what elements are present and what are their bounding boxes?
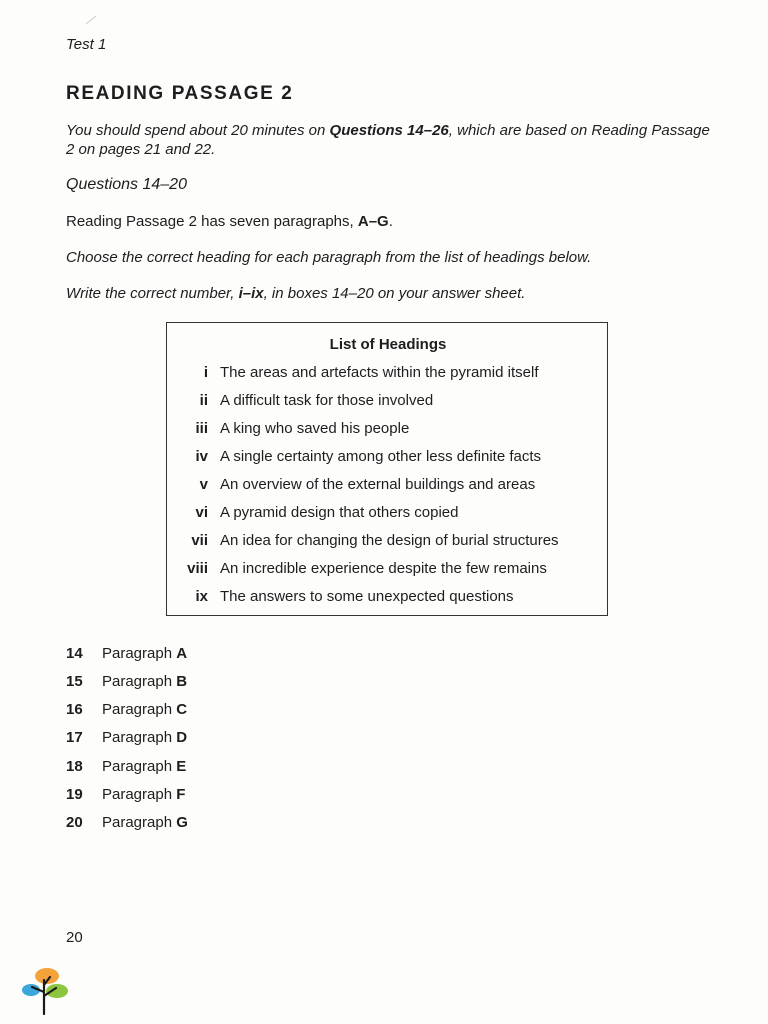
question-letter: D	[176, 729, 188, 746]
heading-number: vi	[195, 504, 208, 521]
question-label	[102, 701, 187, 718]
instruction-write	[66, 285, 525, 302]
heading-number: ii	[199, 392, 208, 409]
question-label	[102, 645, 187, 662]
question-letter: A	[176, 645, 188, 662]
heading-number: ix	[195, 588, 208, 605]
paragraph-count-after: .	[388, 213, 393, 230]
passage-title: READING PASSAGE 2	[66, 83, 294, 104]
page-number: 20	[66, 929, 83, 946]
question-number: 15	[66, 673, 83, 690]
heading-text: A difficult task for those involved	[220, 392, 434, 409]
question-number: 18	[66, 758, 83, 775]
question-label	[102, 786, 185, 803]
heading-text: An incredible experience despite the few remains	[220, 560, 547, 577]
paragraph-count-before: Reading Passage 2 has seven paragraphs,	[66, 213, 358, 230]
question-number: 14	[66, 645, 83, 662]
heading-text: The answers to some unexpected questions	[220, 588, 514, 605]
heading-number: v	[199, 476, 208, 493]
question-number: 20	[66, 814, 83, 831]
heading-number: iii	[195, 420, 208, 437]
heading-text: A king who saved his people	[220, 420, 410, 437]
intro-after: , which are based on Reading Passage 2 on pages 21 and 22.	[66, 122, 710, 158]
question-label	[102, 814, 188, 831]
question-letter: G	[176, 814, 188, 831]
question-letter: B	[176, 673, 188, 690]
question-range: Questions 14–20	[66, 176, 187, 193]
heading-text: A single certainty among other less definite facts	[220, 448, 542, 465]
heading-text: The areas and artefacts within the pyramid itself	[220, 364, 539, 381]
question-label-text: Paragraph	[102, 758, 173, 775]
question-letter: F	[176, 786, 186, 803]
heading-number: viii	[187, 560, 208, 577]
question-label	[102, 673, 187, 690]
question-label	[102, 758, 186, 775]
question-label-text: Paragraph	[102, 729, 173, 746]
question-number: 16	[66, 701, 83, 718]
question-label-text: Paragraph	[102, 673, 173, 690]
instruction-write-before: Write the correct number,	[66, 285, 239, 302]
heading-number: vii	[191, 532, 208, 549]
question-label-text: Paragraph	[102, 645, 173, 662]
question-label-text: Paragraph	[102, 701, 173, 718]
question-label-text: Paragraph	[102, 814, 173, 831]
question-label-text: Paragraph	[102, 786, 173, 803]
question-number: 17	[66, 729, 83, 746]
intro-questions: Questions 14–26	[329, 122, 449, 139]
instruction-write-range: i–ix	[238, 285, 264, 302]
paragraph-count	[66, 213, 393, 230]
heading-text: An idea for changing the design of burial structures	[220, 532, 559, 549]
pen-mark-icon	[84, 14, 98, 26]
question-letter: C	[176, 701, 188, 718]
heading-text: A pyramid design that others copied	[220, 504, 459, 521]
heading-number: i	[203, 364, 208, 381]
question-letter: E	[176, 758, 187, 775]
paragraph-count-letters: A–G	[357, 213, 389, 230]
instruction-write-after: , in boxes 14–20 on your answer sheet.	[263, 285, 526, 302]
intro-text	[66, 121, 716, 159]
intro-before: You should spend about 20 minutes on	[66, 122, 330, 139]
heading-number: iv	[195, 448, 208, 465]
question-label	[102, 729, 187, 746]
test-label: Test 1	[66, 36, 107, 53]
headings-title: List of Headings	[329, 336, 447, 353]
headings-list-box	[166, 322, 608, 616]
tree-logo-icon	[20, 966, 70, 1016]
question-number: 19	[66, 786, 83, 803]
instruction-choose: Choose the correct heading for each paragraph from the list of headings below.	[66, 249, 592, 266]
heading-text: An overview of the external buildings and areas	[220, 476, 536, 493]
